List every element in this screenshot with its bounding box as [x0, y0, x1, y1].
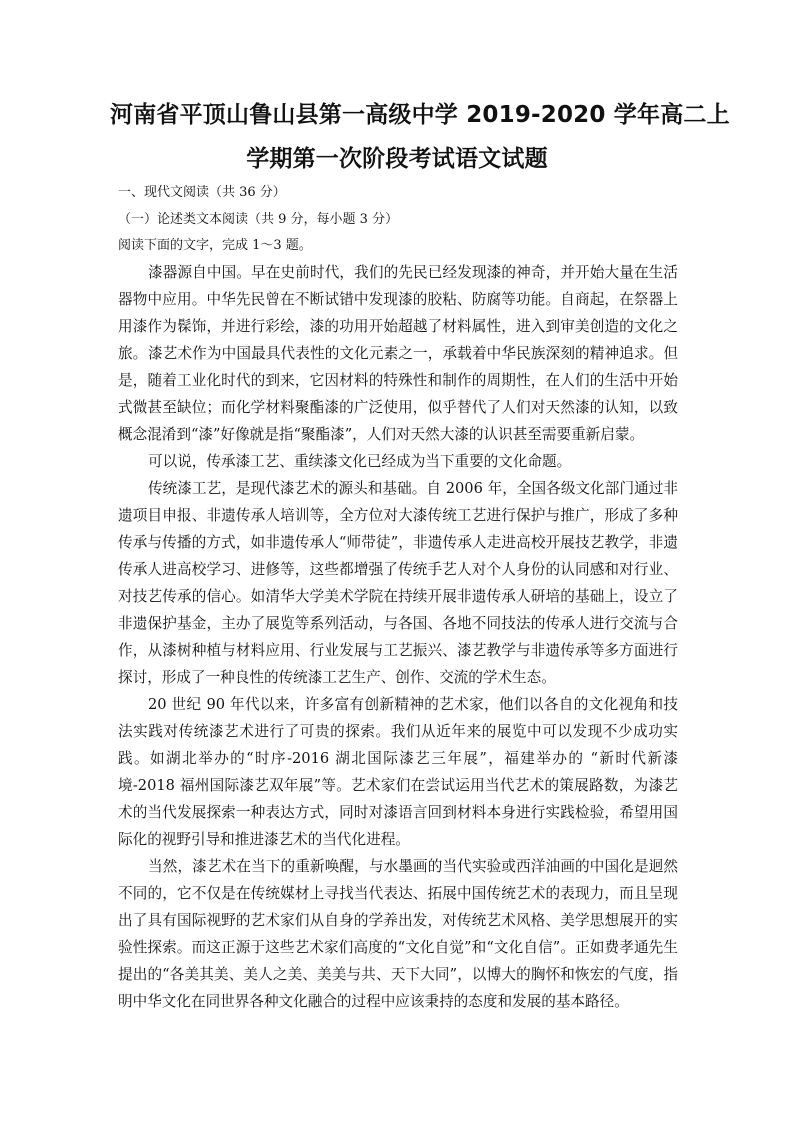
document-title-line-1: 河南省平顶山鲁山县第一高级中学 2019-2020 学年高二上 — [110, 102, 730, 128]
section-heading: 一、现代文阅读（共 36 分） — [118, 185, 286, 200]
subsection-heading: （一）论述类文本阅读（共 9 分，每小题 3 分） — [118, 212, 399, 227]
reading-instruction: 阅读下面的文字，完成 1～3 题。 — [118, 238, 312, 253]
paragraph-2: 漆艺术作为中国最具代表性的文化元素之一，承载着中华民族深刻的精神追求。但是，随着工业化时代的到来，它因材料的特殊性和制作的周期性，在人们的生活中开始式微甚至缺位；而化学材料聚酯漆的广泛使用，似乎替代了人们对天然漆的认知，以致概念混淆到“漆”好像就是指“聚酯漆”，人们对天然大漆的认识甚至需要重新启蒙。 — [118, 345, 678, 443]
document-title-line-2: 学期第一次阶段考试语文试题 — [246, 146, 548, 172]
paragraph-6: 当然，漆艺术在当下的重新唤醒，与水墨画的当代实验或西洋油画的中国化是迥然不同的，它不仅是在传统媒材上寻找当代表达、拓展中国传统艺术的表现力，而且呈现出了具有国际视野的艺术家们从自身的学养出发，对传统艺术风格、美学思想展开的实验性探索。而这正源于这些艺术家们高度的“文化自觉”和“文化自信”。正如费孝通先生提出的“各美其美、美人之美、美美与共、天下大同”，以博大的胸怀和恢宏的气度，指明中华文化在同世界各种文化融合的过程中应该秉持的态度和发展的基本路径。 — [118, 858, 678, 1010]
paragraph-4: 传统漆工艺，是现代漆艺术的源头和基础。自 2006 年，全国各级文化部门通过非遗项目申报、非遗传承人培训等，全方位对大漆传统工艺进行保护与推广，形成了多种传承与传播的方式，如非遗传承人“师带徒”，非遗传承人走进高校开展技艺教学，非遗传承人进高校学习、进修等，这些都增强了传统手艺人对个人身份的认同感和对行业、对技艺传承的信心。如清华大学美术学院在持续开展非遗传承人研培的基础上，设立了非遗保护基金，主办了展览等系列活动，与各国、各地不同技法的传承人进行交流与合作，从漆树种植与材料应用、行业发展与工艺振兴、漆艺教学与非遗传承等多方面进行探讨，形成了一种良性的传统漆工艺生产、创作、交流的学术生态。 — [118, 480, 678, 686]
paragraph-3: 可以说，传承漆工艺、重续漆文化已经成为当下重要的文化命题。 — [148, 453, 572, 470]
paragraph-1: 漆器源自中国。早在史前时代，我们的先民已经发现漆的神奇，并开始大量在生活器物中应用。中华先民曾在不断试错中发现漆的胶粘、防腐等功能。自商起，在祭器上用漆作为髹饰，并进行彩绘，漆的功用开始超越了材料属性，进入到审美创造的文化之旅。 — [118, 264, 678, 362]
paragraph-5: 20 世纪 90 年代以来，许多富有创新精神的艺术家，他们以各自的文化视角和技法实践对传统漆艺术进行了可贵的探索。我们从近年来的展览中可以发现不少成功实践。如湖北举办的“时序-2016 湖北国际漆艺三年展”，福建举办的 “新时代新漆境-2018 福州国际漆艺双年展”等。艺术家们在尝试运用当代艺术的策展路数，为漆艺术的当代发展探索一种表达方式，同时对漆语言回到材料本身进行实践检验，希望用国际化的视野引导和推进漆艺术的当代化进程。 — [118, 696, 678, 848]
